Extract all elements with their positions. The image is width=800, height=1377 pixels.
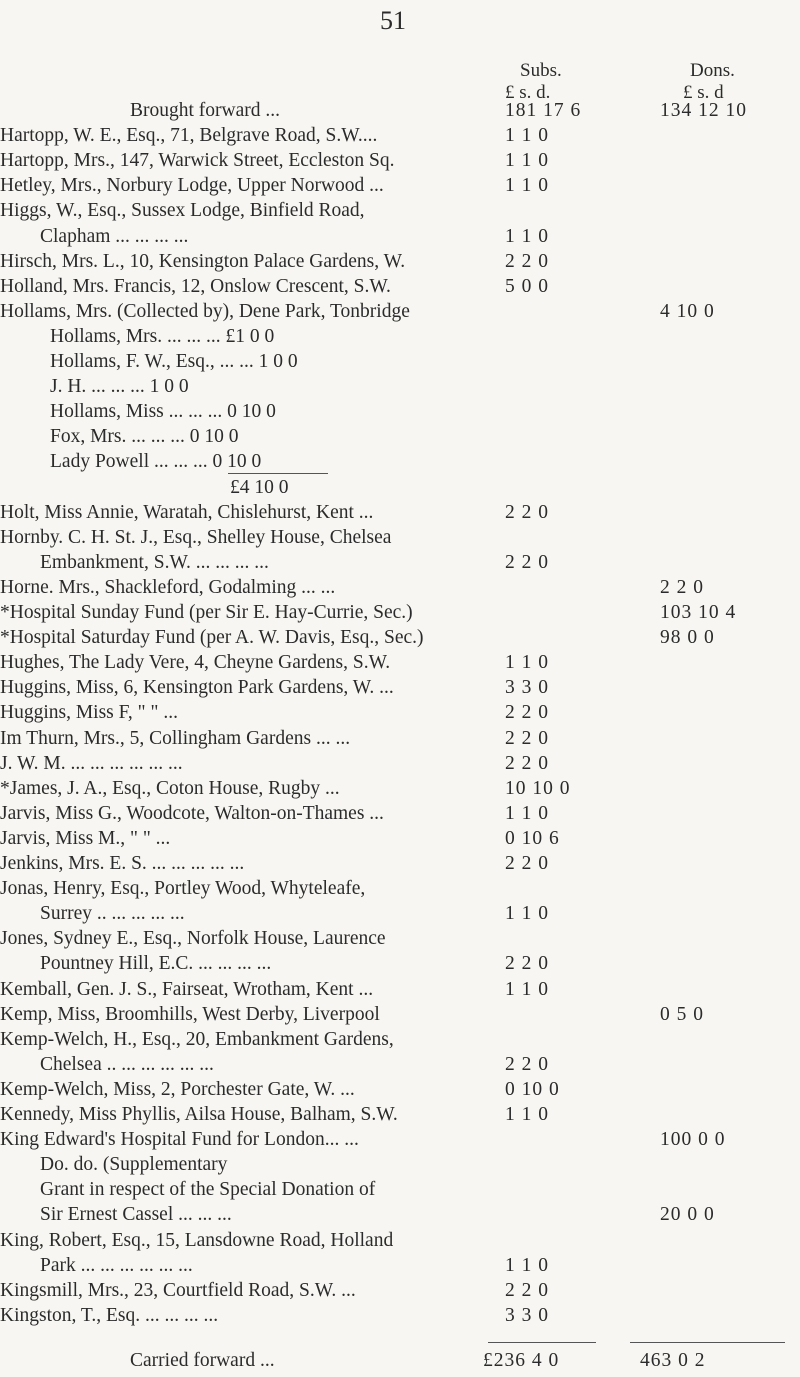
entry-text: Jarvis, Miss G., Woodcote, Walton-on-Thames ... xyxy=(0,802,384,824)
footer-dons: 463 0 2 xyxy=(640,1350,706,1371)
subs-amount: 1 1 0 xyxy=(505,1104,549,1125)
ledger-row xyxy=(0,1305,800,1327)
entry-text: Chelsea .. ... ... ... ... ... xyxy=(40,1053,214,1075)
subs-amount: 1 1 0 xyxy=(505,1254,549,1276)
entry-text: Sir Ernest Cassel ... ... ... xyxy=(40,1204,232,1226)
entry-text: Horne. Mrs., Shackleford, Godalming ... ... xyxy=(0,576,336,598)
ledger-row xyxy=(0,100,800,122)
ledger-row xyxy=(0,226,800,248)
entry-text: Holt, Miss Annie, Waratah, Chislehurst, Kent ... xyxy=(0,501,374,523)
entry-text: Pountney Hill, E.C. ... ... ... ... xyxy=(40,953,272,975)
entry-text: Fox, Mrs. ... ... ... 0 10 0 xyxy=(50,426,239,448)
ledger-row xyxy=(0,602,800,624)
entry-text: King, Robert, Esq., 15, Lansdowne Road, Holland xyxy=(0,1229,394,1251)
subs-amount: 0 10 6 xyxy=(505,827,560,849)
entry-text: Clapham ... ... ... ... xyxy=(40,225,189,247)
footer-label: Carried forward ... xyxy=(130,1350,275,1371)
entry-text: Jonas, Henry, Esq., Portley Wood, Whyteleafe, xyxy=(0,878,366,900)
entry-text: Higgs, W., Esq., Sussex Lodge, Binfield Road, xyxy=(0,200,365,222)
entry-text: Kemp, Miss, Broomhills, West Derby, Liverpool xyxy=(0,1003,380,1025)
ledger-row xyxy=(0,1029,800,1051)
subs-header: Subs. xyxy=(520,60,562,81)
dons-amount: 100 0 0 xyxy=(660,1129,726,1151)
subs-amount: 181 17 6 xyxy=(505,100,582,121)
dons-amount: 98 0 0 xyxy=(660,627,715,649)
entry-text: Huggins, Miss F, " " ... xyxy=(0,702,178,724)
subs-amount: 2 2 0 xyxy=(505,853,549,874)
ledger-row xyxy=(0,376,800,398)
entry-text: Kemp-Welch, H., Esq., 20, Embankment Gardens, xyxy=(0,1028,394,1050)
ledger-row xyxy=(0,1154,800,1176)
entry-text: Embankment, S.W. ... ... ... ... xyxy=(40,551,269,573)
dons-amount: 20 0 0 xyxy=(660,1204,715,1226)
ledger-row xyxy=(0,552,800,574)
subs-amount: 5 0 0 xyxy=(505,275,549,297)
subs-amount: 2 2 0 xyxy=(505,501,549,523)
ledger-row xyxy=(0,878,800,900)
entry-text: Jenkins, Mrs. E. S. ... ... ... ... ... xyxy=(0,853,245,874)
dons-amount: 103 10 4 xyxy=(660,602,737,623)
ledger-row xyxy=(0,1204,800,1226)
entry-text: Grant in respect of the Special Donation of xyxy=(40,1179,376,1201)
ledger-row xyxy=(0,903,800,925)
entry-text: Hollams, Miss ... ... ... 0 10 0 xyxy=(50,401,276,423)
ledger-row xyxy=(0,1004,800,1026)
entry-text: Park ... ... ... ... ... ... xyxy=(40,1254,193,1276)
ledger-row xyxy=(0,451,800,473)
entry-text: Brought forward ... xyxy=(130,100,281,121)
subs-amount: 1 1 0 xyxy=(505,978,549,1000)
entry-text: *James, J. A., Esq., Coton House, Rugby ... xyxy=(0,777,340,799)
subs-amount: 2 2 0 xyxy=(505,953,549,975)
subs-amount: 2 2 0 xyxy=(505,551,549,573)
ledger-row xyxy=(0,577,800,599)
entry-text: Hornby. C. H. St. J., Esq., Shelley House, Chelsea xyxy=(0,526,392,548)
entry-text: Hollams, F. W., Esq., ... ... 1 0 0 xyxy=(50,351,298,372)
ledger-row xyxy=(0,351,800,373)
ledger-row xyxy=(0,979,800,1001)
ledger-row xyxy=(0,853,800,875)
subs-total-rule xyxy=(488,1342,596,1343)
ledger-row xyxy=(0,1129,800,1151)
entry-text: Jones, Sydney E., Esq., Norfolk House, Laurence xyxy=(0,928,386,950)
dons-amount: 2 2 0 xyxy=(660,576,704,598)
subs-amount: 2 2 0 xyxy=(505,1053,549,1075)
subs-amount: 2 2 0 xyxy=(505,250,549,272)
entry-text: Hirsch, Mrs. L., 10, Kensington Palace Gardens, W. xyxy=(0,250,406,272)
ledger-row xyxy=(0,125,800,147)
entry-text: Surrey .. ... ... ... ... xyxy=(40,903,185,925)
dons-total-rule xyxy=(630,1342,785,1343)
ledger-row xyxy=(0,1079,800,1101)
ledger-row xyxy=(0,803,800,825)
ledger-row xyxy=(0,1280,800,1302)
entry-text: J. W. M. ... ... ... ... ... ... xyxy=(0,752,183,774)
subs-amount: 1 1 0 xyxy=(505,150,549,172)
ledger-row xyxy=(0,426,800,448)
dons-amount: 4 10 0 xyxy=(660,300,715,322)
entry-text: *Hospital Sunday Fund (per Sir E. Hay-Currie, Sec.) xyxy=(0,602,413,623)
ledger-row xyxy=(0,200,800,222)
footer-row xyxy=(0,1350,800,1372)
subs-amount: 1 1 0 xyxy=(505,652,549,674)
entry-text: Hartopp, Mrs., 147, Warwick Street, Eccleston Sq. xyxy=(0,150,395,172)
ledger-row xyxy=(0,928,800,950)
page-number: 51 xyxy=(380,6,406,35)
subs-amount: 1 1 0 xyxy=(505,802,549,824)
subs-amount: 10 10 0 xyxy=(505,777,571,799)
subs-amount: 3 3 0 xyxy=(505,1304,549,1326)
subs-amount: 1 1 0 xyxy=(505,175,549,197)
dons-amount: 0 5 0 xyxy=(660,1003,704,1025)
ledger-row xyxy=(0,652,800,674)
subs-amount: 2 2 0 xyxy=(505,752,549,774)
entry-text: £4 10 0 xyxy=(230,476,289,498)
entry-text: King Edward's Hospital Fund for London... ... xyxy=(0,1129,359,1151)
ledger-row xyxy=(0,326,800,348)
entry-text: Hetley, Mrs., Norbury Lodge, Upper Norwood ... xyxy=(0,175,384,197)
entry-text: Kennedy, Miss Phyllis, Ailsa House, Balham, S.W. xyxy=(0,1104,398,1125)
ledger-row xyxy=(0,778,800,800)
ledger-row xyxy=(0,702,800,724)
ledger-row xyxy=(0,477,800,499)
entry-text: Jarvis, Miss M., " " ... xyxy=(0,827,171,849)
ledger-row xyxy=(0,753,800,775)
subs-amount: 0 10 0 xyxy=(505,1078,560,1100)
entry-text: Im Thurn, Mrs., 5, Collingham Gardens ... ... xyxy=(0,727,351,749)
ledger-row xyxy=(0,276,800,298)
entry-text: *Hospital Saturday Fund (per A. W. Davis, Esq., Sec.) xyxy=(0,627,424,649)
ledger-row xyxy=(0,677,800,699)
ledger-row xyxy=(0,251,800,273)
entry-text: J. H. ... ... ... 1 0 0 xyxy=(50,376,189,398)
entry-text: Hartopp, W. E., Esq., 71, Belgrave Road, S.W.... xyxy=(0,125,378,147)
subs-amount: 1 1 0 xyxy=(505,225,549,247)
subs-amount: 2 2 0 xyxy=(505,702,549,724)
ledger-row xyxy=(0,175,800,197)
footer-subs: £236 4 0 xyxy=(483,1350,560,1371)
subs-units: £ s. d. xyxy=(505,82,551,103)
entry-text: Hughes, The Lady Vere, 4, Cheyne Gardens, S.W. xyxy=(0,652,391,674)
ledger-row xyxy=(0,150,800,172)
entry-text: Kingston, T., Esq. ... ... ... ... xyxy=(0,1304,219,1326)
entry-text: Hollams, Mrs. ... ... ... £1 0 0 xyxy=(50,325,275,347)
subs-amount: 2 2 0 xyxy=(505,727,549,749)
entry-text: Hollams, Mrs. (Collected by), Dene Park, Tonbridge xyxy=(0,300,410,322)
ledger-row xyxy=(0,1179,800,1201)
entry-text: Kingsmill, Mrs., 23, Courtfield Road, S.W. ... xyxy=(0,1279,356,1301)
ledger-row xyxy=(0,527,800,549)
ledger-row xyxy=(0,953,800,975)
subs-amount: 3 3 0 xyxy=(505,677,549,699)
entry-text: Lady Powell ... ... ... 0 10 0 xyxy=(50,451,262,473)
ledger-row xyxy=(0,1104,800,1126)
entry-text: Huggins, Miss, 6, Kensington Park Gardens, W. ... xyxy=(0,677,394,699)
ledger-row xyxy=(0,1230,800,1252)
ledger-row xyxy=(0,627,800,649)
ledger-row xyxy=(0,502,800,524)
subs-amount: 2 2 0 xyxy=(505,1279,549,1301)
dons-header: Dons. xyxy=(690,60,735,81)
entry-text: Holland, Mrs. Francis, 12, Onslow Crescent, S.W. xyxy=(0,275,391,297)
sublist-rule xyxy=(228,473,328,474)
dons-units: £ s. d xyxy=(683,82,724,103)
ledger-row xyxy=(0,1255,800,1277)
ledger-row xyxy=(0,401,800,423)
ledger-row xyxy=(0,1054,800,1076)
ledger-row xyxy=(0,828,800,850)
entry-text: Kemball, Gen. J. S., Fairseat, Wrotham, Kent ... xyxy=(0,978,374,1000)
ledger-row xyxy=(0,728,800,750)
subs-amount: 1 1 0 xyxy=(505,903,549,925)
entry-text: Do. do. (Supplementary xyxy=(40,1154,228,1176)
ledger-row xyxy=(0,301,800,323)
entry-text: Kemp-Welch, Miss, 2, Porchester Gate, W. ... xyxy=(0,1078,355,1100)
dons-amount: 134 12 10 xyxy=(660,100,747,121)
subs-amount: 1 1 0 xyxy=(505,125,549,147)
